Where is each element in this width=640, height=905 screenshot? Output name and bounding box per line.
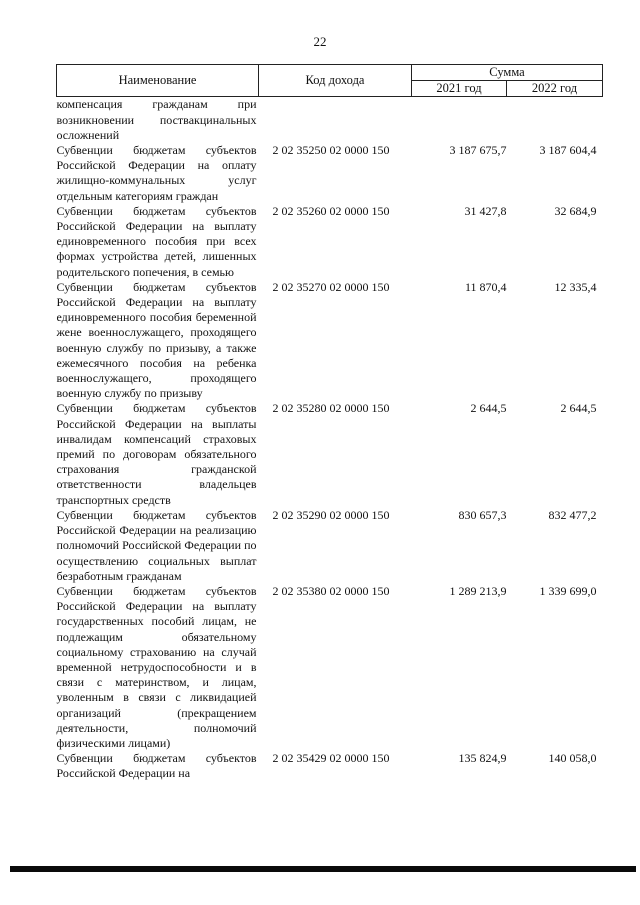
row-sum-2022: 2 644,5	[560, 401, 597, 416]
row-sum-2022: 3 187 604,4	[539, 143, 597, 158]
row-sum-2021: 1 289 213,9	[449, 583, 507, 598]
row-code: 2 02 35270 02 0000 150	[272, 279, 390, 294]
row-code: 2 02 35280 02 0000 150	[272, 401, 390, 416]
header-name: Наименование	[57, 65, 259, 97]
row-code: 2 02 35290 02 0000 150	[272, 507, 390, 522]
row-code: 2 02 35260 02 0000 150	[272, 203, 390, 218]
table-row	[57, 401, 603, 507]
row-code	[259, 97, 412, 143]
row-sum-2021: 3 187 675,7	[449, 143, 507, 158]
row-name: Субвенции бюджетам субъектов Российской Федерации на выплаты инвалидам компенсаций страховых премий по договорам обязательного страхования гражданской ответственности владельцев транспортных средств	[56, 401, 257, 507]
row-sum-2021: 2 644,5	[470, 401, 507, 416]
row-sum-2022: 32 684,9	[554, 203, 597, 218]
table-row	[57, 280, 603, 402]
row-sum-2022: 1 339 699,0	[539, 583, 597, 598]
row-sum-2021: 830 657,3	[458, 507, 507, 522]
header-year-2021: 2021 год	[412, 81, 507, 97]
row-code: 2 02 35429 02 0000 150	[272, 751, 390, 766]
row-sum-2021	[412, 97, 507, 143]
row-sum-2021: 31 427,8	[464, 203, 507, 218]
row-code: 2 02 35250 02 0000 150	[272, 143, 390, 158]
header-year-2022: 2022 год	[507, 81, 603, 97]
table-row	[57, 143, 603, 204]
page-number: 22	[313, 34, 327, 49]
row-sum-2022: 12 335,4	[554, 279, 597, 294]
row-sum-2022: 140 058,0	[548, 751, 597, 766]
row-name: Субвенции бюджетам субъектов Российской Федерации на выплату единовременного пособия беременной жене военнослужащего, проходящего военную службу по призыву, а также ежемесячного пособия на ребенка военнослужащего, проходящего военную службу по призыву	[56, 279, 257, 401]
row-name: Субвенции бюджетам субъектов Российской Федерации на реализацию полномочий Российской Федерации по осуществлению социальных выплат безработным гражданам	[56, 507, 257, 583]
row-name: Субвенции бюджетам субъектов Российской Федерации на выплату единовременного пособия при всех формах устройства детей, лишенных родительского попечения, в семью	[56, 203, 257, 279]
header-sum: Сумма	[412, 65, 603, 81]
revenue-table	[56, 64, 603, 782]
table-row	[57, 584, 603, 751]
scan-edge-bar	[10, 866, 636, 872]
header-code: Код дохода	[259, 65, 412, 97]
row-name: Субвенции бюджетам субъектов Российской Федерации на оплату жилищно-коммунальных услуг отдельным категориям граждан	[56, 143, 257, 203]
row-sum-2022	[507, 97, 603, 143]
row-sum-2021: 135 824,9	[458, 751, 507, 766]
row-code: 2 02 35380 02 0000 150	[272, 583, 390, 598]
row-sum-2021: 11 870,4	[464, 279, 507, 294]
row-name: Субвенции бюджетам субъектов Российской Федерации на выплату государственных пособий лицам, не подлежащим обязательному социальному страхованию на случай временной нетрудоспособности и в связи с материнством, и лицам, уволенным в связи с ликвидацией организаций (прекращением деятельности, полномочий физическими лицами)	[56, 583, 257, 750]
table-row	[57, 508, 603, 584]
table-row	[57, 97, 603, 143]
table-row	[57, 751, 603, 781]
table-row	[57, 204, 603, 280]
row-sum-2022: 832 477,2	[548, 507, 597, 522]
row-name: Субвенции бюджетам субъектов Российской Федерации на	[56, 751, 257, 781]
row-name: компенсация гражданам при возникновении поствакцинальных осложнений	[56, 97, 257, 142]
